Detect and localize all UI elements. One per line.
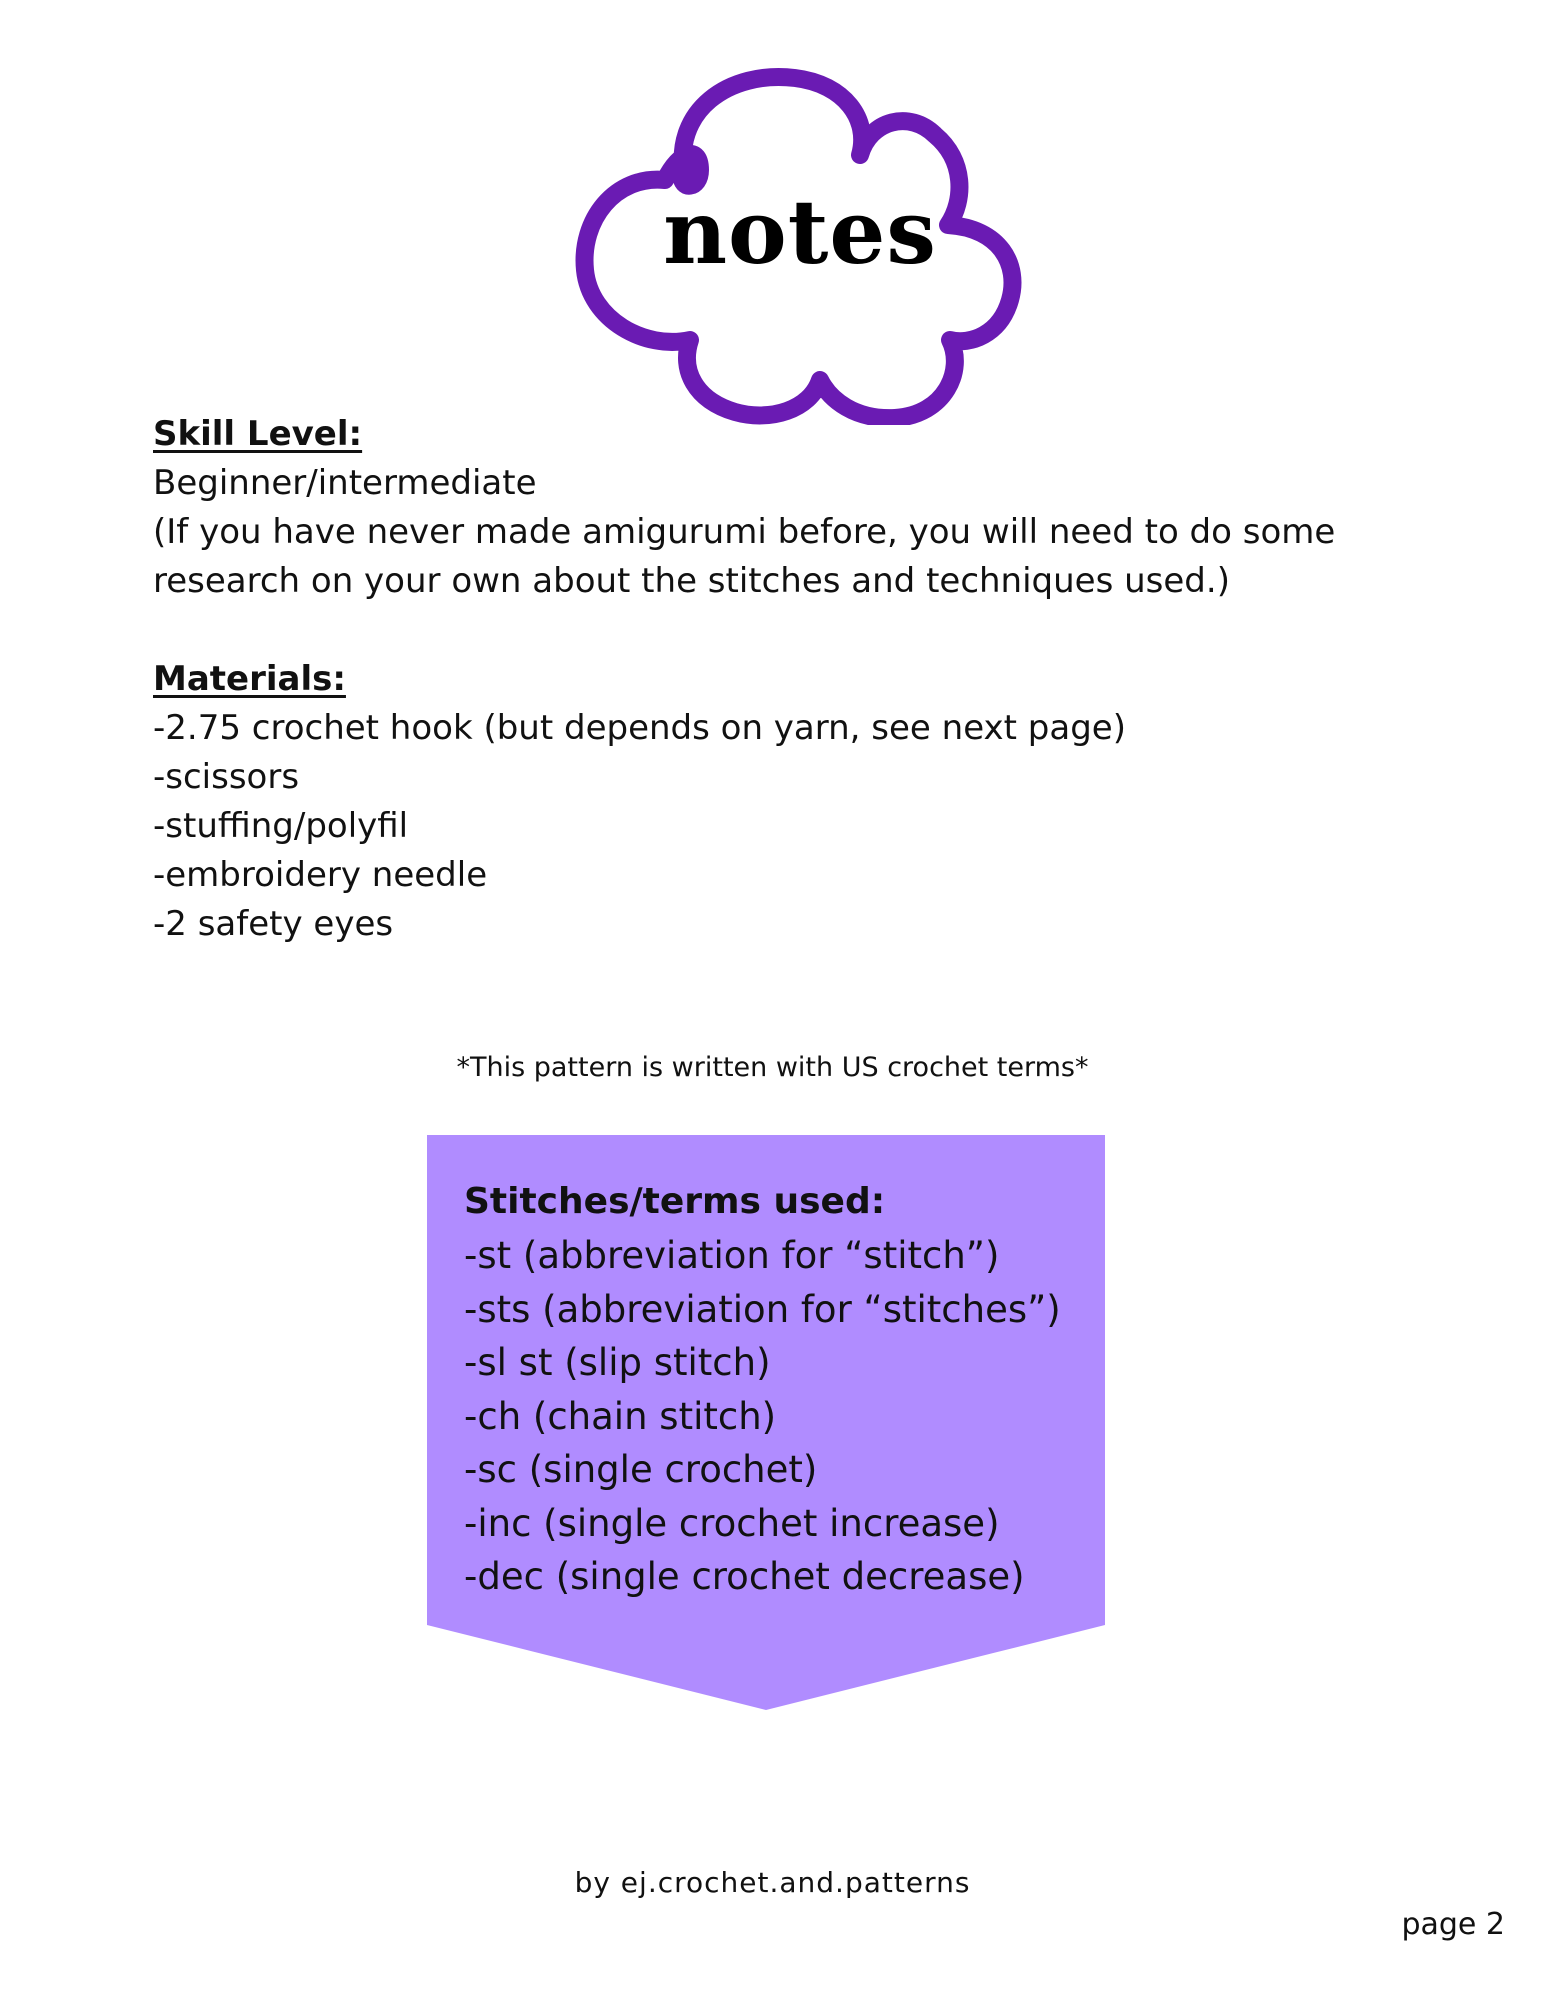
skill-level-line: (If you have never made amigurumi before, you will need to do some [153, 512, 1336, 552]
materials-item: -2 safety eyes [153, 904, 394, 944]
materials-item: -stuffing/polyfil [153, 806, 409, 846]
materials-heading: Materials: [153, 659, 346, 699]
skill-level-line: Beginner/intermediate [153, 463, 537, 503]
page-number: page 2 [1401, 1907, 1505, 1942]
stitch-term: -ch (chain stitch) [464, 1394, 777, 1438]
us-terms-note: *This pattern is written with US crochet terms* [456, 1052, 1089, 1083]
skill-level-heading: Skill Level: [153, 414, 363, 454]
stitches-heading: Stitches/terms used: [464, 1181, 886, 1222]
materials-section [153, 655, 1403, 949]
skill-level-section [153, 410, 1403, 606]
author-byline: by ej.crochet.and.patterns [574, 1866, 971, 1899]
skill-level-line: research on your own about the stitches and techniques used.) [153, 561, 1230, 601]
stitches-banner [427, 1135, 1105, 1710]
stitch-term: -st (abbreviation for “stitch”) [464, 1234, 1000, 1277]
notes-header [570, 50, 1030, 425]
materials-item: -embroidery needle [153, 855, 488, 895]
stitch-term: -sc (single crochet) [464, 1448, 818, 1491]
stitch-term: -sts (abbreviation for “stitches”) [464, 1287, 1061, 1331]
materials-item: -2.75 crochet hook (but depends on yarn, see next page) [153, 708, 1126, 748]
page-title: notes [663, 180, 937, 284]
stitch-term: -dec (single crochet decrease) [464, 1555, 1025, 1598]
stitch-term: -sl st (slip stitch) [464, 1341, 771, 1384]
materials-item: -scissors [153, 757, 300, 797]
stitch-term: -inc (single crochet increase) [464, 1501, 1000, 1545]
